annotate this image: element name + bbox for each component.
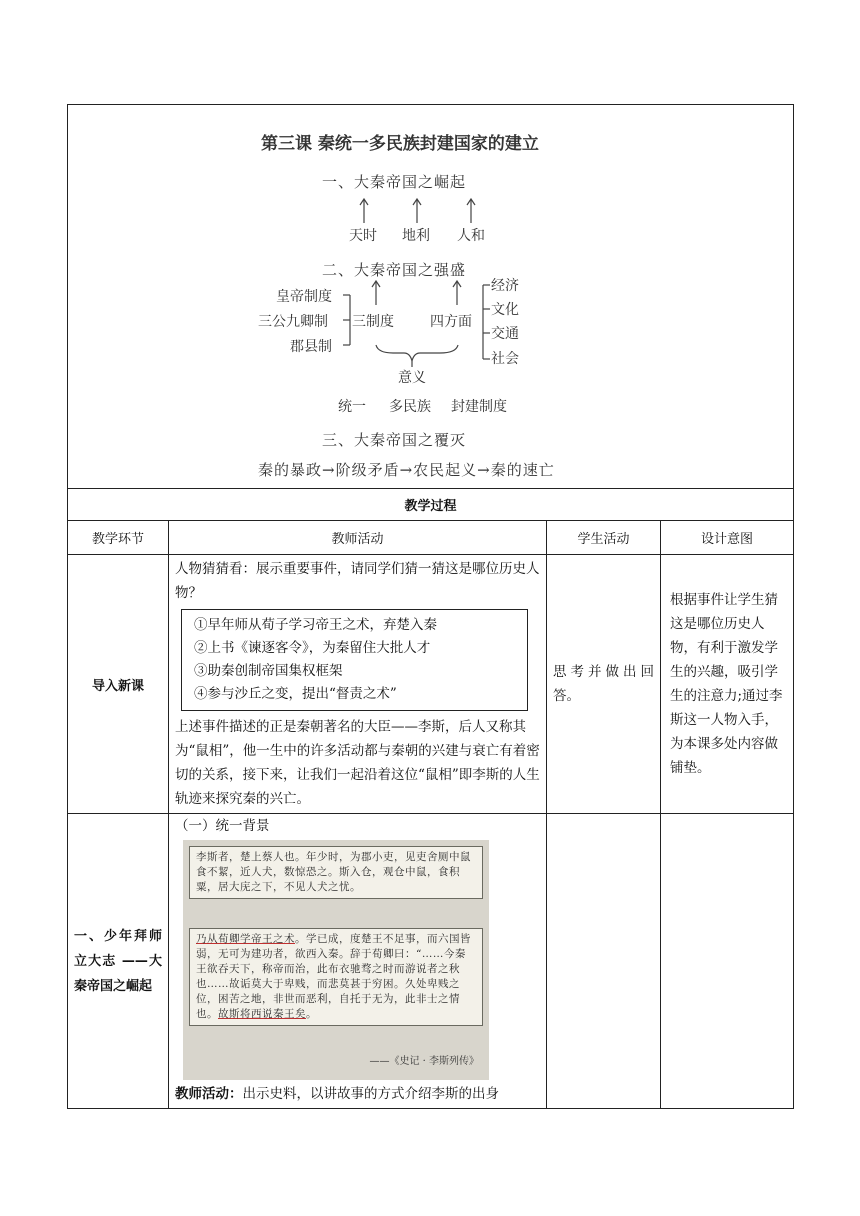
- teacher-activity-intro: [169, 555, 547, 814]
- board-three-systems: 三制度: [352, 314, 394, 330]
- teacher-activity-rise: [169, 814, 547, 1109]
- teacher-activity-label: 教师活动：: [175, 1086, 243, 1102]
- source-quote-1: 李斯者，楚上蔡人也。年少时，为郡小吏，见吏舍厕中鼠食不絜，近人犬，数惊恐之。斯入仓，观仓中鼠，食积粟，居大庑之下，不见人犬之忧。: [189, 846, 483, 899]
- subsection-title: （一）统一背景: [175, 818, 270, 834]
- event-item: ④参与沙丘之变，提出“督责之术”: [194, 686, 397, 702]
- quote-underline: 故斯将西说秦王矣: [218, 1008, 306, 1020]
- board-right-item: 文化: [491, 302, 519, 318]
- intro-after-text: 上述事件描述的正是秦朝著名的大臣——李斯，后人又称其为“鼠相”，他一生中的许多活动都与秦朝的兴建与衰亡有着密切的关系，接下来，让我们一起沿着这位“鼠相”即李斯的人生轨迹来探究秦的兴亡。: [175, 719, 540, 807]
- student-activity-rise: [547, 814, 661, 1109]
- board-item-renhe: 人和: [457, 228, 485, 244]
- intro-text: 人物猜猜看：展示重要事件，请同学们猜一猜这是哪位历史人物？: [175, 561, 540, 601]
- board-title: 第三课 秦统一多民族封建国家的建立: [261, 134, 539, 154]
- board-section-3: 三、大秦帝国之覆灭: [322, 431, 467, 449]
- board-section-2: 二、大秦帝国之强盛: [322, 261, 467, 279]
- stage-intro: 导入新课: [68, 555, 169, 814]
- blackboard-diagram: [68, 105, 793, 488]
- board-left-item: 三公九卿制: [258, 314, 328, 330]
- design-intent-intro: 根据事件让学生猜这是哪位历史人物，有利于激发学生的兴趣，吸引学生的注意力;通过李斯这一人物入手，为本课多处内容做铺垫。: [661, 555, 794, 814]
- board-right-item: 社会: [491, 351, 519, 367]
- quote-underline: 乃从荀卿学帝王之术: [196, 933, 295, 945]
- process-title: 教学过程: [68, 489, 794, 521]
- student-activity-intro: 思考并做出回答。: [547, 555, 661, 814]
- header-student: 学生活动: [547, 521, 661, 555]
- lesson-table: [67, 104, 794, 1109]
- board-right-item: 经济: [491, 278, 519, 294]
- board-chain: 秦的暴政→阶级矛盾→农民起义→秦的速亡: [258, 461, 555, 479]
- design-intent-rise: [661, 814, 794, 1109]
- board-section-1: 一、大秦帝国之崛起: [322, 173, 467, 191]
- source-image: [183, 840, 489, 1080]
- header-stage: 教学环节: [68, 521, 169, 555]
- stage-rise: 一、少年拜师立大志 ——大秦帝国之崛起: [68, 814, 169, 1109]
- board-left-item: 皇帝制度: [276, 289, 332, 305]
- header-teacher: 教师活动: [169, 521, 547, 555]
- teacher-activity-text: 出示史料，以讲故事的方式介绍李斯的出身: [242, 1086, 499, 1102]
- board-meaning: 意义: [398, 370, 426, 386]
- board-meaning-item: 统一: [338, 399, 366, 415]
- board-meaning-item: 多民族: [389, 399, 431, 415]
- teacher-activity-note: [175, 1082, 540, 1106]
- source-citation: ——《史记 · 李斯列传》: [369, 1056, 479, 1067]
- board-item-dili: 地利: [402, 228, 430, 244]
- board-right-item: 交通: [491, 326, 519, 342]
- blackboard-design-cell: [68, 105, 794, 489]
- event-item: ①早年师从荀子学习帝王之术，弃楚入秦: [194, 617, 437, 633]
- source-quote-2: 乃从荀卿学帝王之术。学已成，度楚王不足事，而六国皆弱，无可为建功者，欲西入秦。辞于荀卿曰：“……今秦王欲吞天下，称帝而治，此布衣驰骛之时而游说者之秋也……故诟莫大于卑贱，而悲莫甚于穷困。久处卑贱之位，困苦之地，非世而恶利，自托于无为，此非士之情也。故斯将西说秦王矣。: [189, 928, 483, 1026]
- board-item-tianshi: 天时: [349, 228, 377, 244]
- events-box: [181, 609, 528, 711]
- event-item: ②上书《谏逐客令》，为秦留住大批人才: [194, 640, 431, 656]
- board-four-aspects: 四方面: [430, 314, 472, 330]
- event-item: ③助秦创制帝国集权框架: [194, 663, 343, 679]
- board-meaning-item: 封建制度: [451, 399, 507, 415]
- board-left-item: 郡县制: [290, 339, 332, 355]
- header-intent: 设计意图: [661, 521, 794, 555]
